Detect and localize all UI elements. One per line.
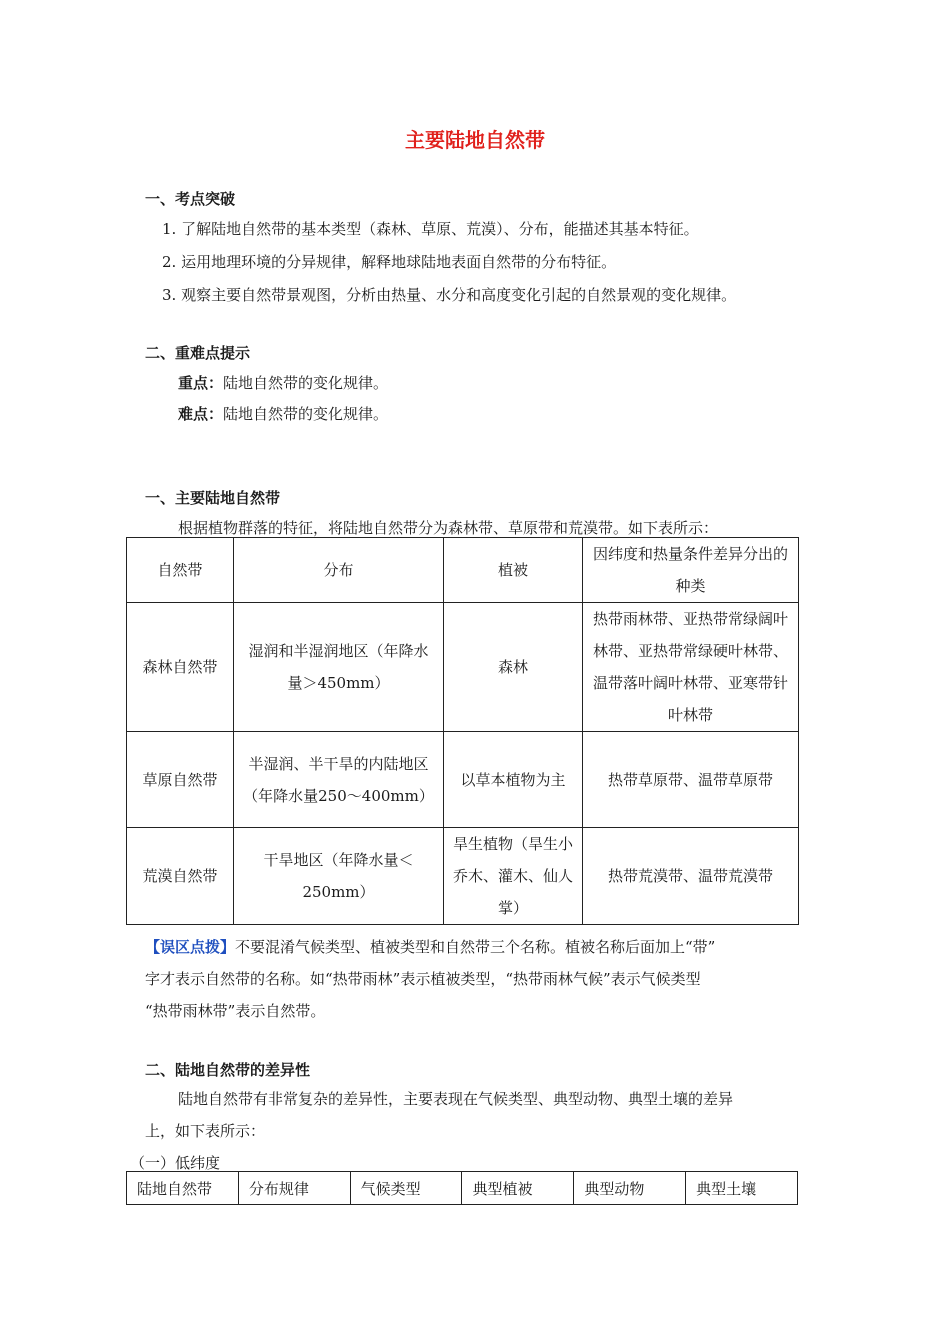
low-latitude-table xyxy=(126,1171,798,1205)
table-header-row xyxy=(127,1172,798,1205)
natural-zones-table xyxy=(126,537,799,925)
table-cell: 热带草原带、温带草原带 xyxy=(583,732,799,828)
table-cell: 湿润和半湿润地区（年降水量＞450mm） xyxy=(234,603,444,732)
table-cell: 干旱地区（年降水量＜250mm） xyxy=(234,828,444,925)
table-header-cell: 自然带 xyxy=(127,538,234,603)
list-item: 2. 运用地理环境的分异规律，解释地球陆地表面自然带的分布特征。 xyxy=(162,253,617,271)
key-point-line xyxy=(178,373,388,393)
table-cell: 荒漠自然带 xyxy=(127,828,234,925)
table-row xyxy=(127,603,799,732)
misconception-tag: 【误区点拨】 xyxy=(145,938,236,956)
note-text: 字才表示自然带的名称。如“热带雨林”表示植被类型，“热带雨林气候”表示气候类型 xyxy=(145,970,701,988)
difficulty-line xyxy=(178,404,388,424)
part2-intro-line2: 上，如下表所示： xyxy=(145,1122,266,1140)
table-header-cell: 因纬度和热量条件差异分出的种类 xyxy=(583,538,799,603)
section-heading-focus: 二、重难点提示 xyxy=(145,344,251,362)
part2-intro-line1: 陆地自然带有非常复杂的差异性，主要表现在气候类型、典型动物、典型土壤的差异 xyxy=(178,1090,734,1108)
table-header-cell: 植被 xyxy=(444,538,583,603)
section-heading-key-points: 一、考点突破 xyxy=(145,190,236,208)
part-heading-main-zones: 一、主要陆地自然带 xyxy=(145,489,281,507)
list-item: 1. 了解陆地自然带的基本类型（森林、草原、荒漠）、分布，能描述其基本特征。 xyxy=(162,220,699,238)
table-cell: 热带雨林带、亚热带常绿阔叶林带、亚热带常绿硬叶林带、温带落叶阔叶林带、亚寒带针叶林带 xyxy=(583,603,799,732)
difficulty-text: 陆地自然带的变化规律。 xyxy=(223,405,389,423)
page-title: 主要陆地自然带 xyxy=(405,128,545,152)
table-header-cell: 气候类型 xyxy=(350,1172,462,1205)
table-cell: 森林自然带 xyxy=(127,603,234,732)
table-cell: 旱生植物（旱生小乔木、灌木、仙人掌） xyxy=(444,828,583,925)
table-row xyxy=(127,828,799,925)
key-point-label: 重点： xyxy=(178,374,224,392)
table-header-cell: 陆地自然带 xyxy=(127,1172,239,1205)
table-cell: 热带荒漠带、温带荒漠带 xyxy=(583,828,799,925)
table-cell: 以草本植物为主 xyxy=(444,732,583,828)
part-heading-differences: 二、陆地自然带的差异性 xyxy=(145,1061,311,1079)
table-cell: 半湿润、半干旱的内陆地区（年降水量250～400mm） xyxy=(234,732,444,828)
note-text: “热带雨林带”表示自然带。 xyxy=(145,1002,326,1020)
table-header-cell: 典型土壤 xyxy=(686,1172,798,1205)
difficulty-label: 难点： xyxy=(178,405,224,423)
sub-heading-low-latitude: （一）低纬度 xyxy=(130,1154,221,1172)
list-item: 3. 观察主要自然带景观图，分析由热量、水分和高度变化引起的自然景观的变化规律。 xyxy=(162,286,737,304)
table-header-row xyxy=(127,538,799,603)
table-header-cell: 典型植被 xyxy=(462,1172,574,1205)
table-header-cell: 分布 xyxy=(234,538,444,603)
table-row xyxy=(127,732,799,828)
table-header-cell: 分布规律 xyxy=(238,1172,350,1205)
note-text: 不要混淆气候类型、植被类型和自然带三个名称。植被名称后面加上“带” xyxy=(235,938,716,956)
table-cell: 草原自然带 xyxy=(127,732,234,828)
part1-intro: 根据植物群落的特征，将陆地自然带分为森林带、草原带和荒漠带。如下表所示： xyxy=(178,519,719,537)
table-cell: 森林 xyxy=(444,603,583,732)
key-point-text: 陆地自然带的变化规律。 xyxy=(223,374,389,392)
misconception-note-line xyxy=(145,937,715,957)
table-header-cell: 典型动物 xyxy=(574,1172,686,1205)
